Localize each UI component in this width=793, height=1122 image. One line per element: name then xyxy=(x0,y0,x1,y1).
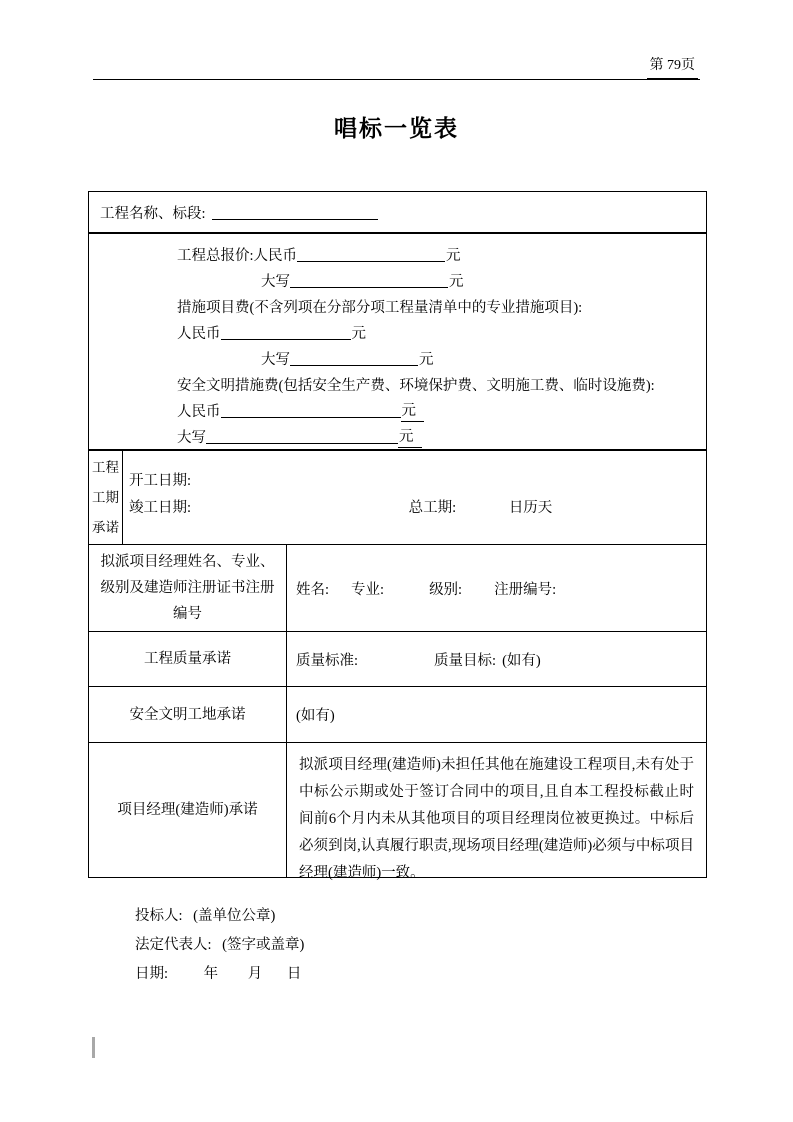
page-title: 唱标一览表 xyxy=(334,116,459,141)
daxie-label: 大写 xyxy=(177,429,206,446)
bidder-label: 投标人: xyxy=(135,908,183,924)
calendar-days-unit: 日历天 xyxy=(508,500,553,516)
measures-fee-rmb-blank[interactable] xyxy=(221,324,351,340)
total-price-words-blank[interactable] xyxy=(290,272,448,288)
bid-summary-table xyxy=(88,191,707,881)
table-row-manager xyxy=(89,544,706,631)
table-row-safety-site xyxy=(89,686,706,742)
legal-sign-note: (签字或盖章) xyxy=(222,937,305,953)
total-duration-label: 总工期: xyxy=(408,500,457,516)
project-name-blank[interactable] xyxy=(212,204,378,220)
quality-target-note: (如有) xyxy=(502,652,541,669)
rmb-label: 人民币 xyxy=(253,247,298,264)
rmb-label: 人民币 xyxy=(177,403,221,420)
year-label: 年 xyxy=(203,966,219,982)
quality-standard-label: 质量标准: xyxy=(296,652,359,669)
date-label: 日期: xyxy=(135,966,169,982)
safety-site-value: (如有) xyxy=(296,708,335,724)
safety-fee-title: 安全文明措施费(包括安全生产费、环境保护费、文明施工费、临时设施费): xyxy=(177,377,655,394)
start-date-label: 开工日期: xyxy=(129,473,192,489)
project-name-label: 工程名称、标段: xyxy=(100,205,206,222)
manager-reg-label: 注册编号: xyxy=(494,581,557,598)
manager-name-label: 姓名: xyxy=(296,581,330,598)
table-row-quality xyxy=(89,631,706,686)
bidder-seal-note: (盖单位公章) xyxy=(193,908,276,924)
yuan-unit: 元 xyxy=(446,247,461,264)
page-number: 第 79页 xyxy=(647,56,699,80)
promise-text: 拟派项目经理(建造师)未担任其他在施建设工程项目,未有处于中标公示期或处于签订合同中的项目,且自本工程投标截止时间前6个月内未从其他项目的项目经理岗位被更换过。中标后必须到岗,认真履行职责,现场项目经理(建造师)必须与中标项目经理(建造师)一致。 xyxy=(299,757,694,881)
safety-fee-words-blank[interactable] xyxy=(206,428,398,444)
table-row-promise xyxy=(89,742,706,881)
signature-block xyxy=(135,902,304,989)
table-row-price xyxy=(89,232,706,449)
measures-fee-words-blank[interactable] xyxy=(290,350,418,366)
header-rule xyxy=(93,79,700,80)
daxie-label: 大写 xyxy=(261,273,290,290)
table-row-project xyxy=(89,192,706,232)
total-price-rmb-blank[interactable] xyxy=(297,246,445,262)
duration-side-header: 工程 工期 承诺 xyxy=(89,451,123,544)
table-row-duration xyxy=(89,449,706,544)
manager-major-label: 专业: xyxy=(351,581,385,598)
yuan-unit: 元 xyxy=(351,325,366,342)
daxie-label: 大写 xyxy=(261,351,290,368)
manager-side-header: 拟派项目经理姓名、专业、级别及建造师注册证书注册编号 xyxy=(89,545,287,631)
finish-date-label: 竣工日期: xyxy=(129,500,192,516)
text-cursor-mark[interactable] xyxy=(92,1037,95,1058)
manager-level-label: 级别: xyxy=(429,581,463,598)
month-label: 月 xyxy=(247,966,263,982)
safety-site-side-header: 安全文明工地承诺 xyxy=(89,687,287,742)
rmb-label: 人民币 xyxy=(177,325,221,342)
quality-target-label: 质量目标: xyxy=(434,652,497,669)
yuan-unit: 元 xyxy=(419,351,434,368)
measures-fee-title: 措施项目费(不含列项在分部分项工程量清单中的专业措施项目): xyxy=(177,299,583,316)
promise-side-header: 项目经理(建造师)承诺 xyxy=(89,743,287,877)
yuan-unit: 元 xyxy=(401,399,425,422)
day-label: 日 xyxy=(286,966,302,982)
total-price-label: 工程总报价: xyxy=(177,247,254,264)
safety-fee-rmb-blank[interactable] xyxy=(221,402,401,418)
yuan-unit: 元 xyxy=(398,425,422,448)
legal-representative-label: 法定代表人: xyxy=(135,937,212,953)
quality-side-header: 工程质量承诺 xyxy=(89,632,287,686)
yuan-unit: 元 xyxy=(449,273,464,290)
